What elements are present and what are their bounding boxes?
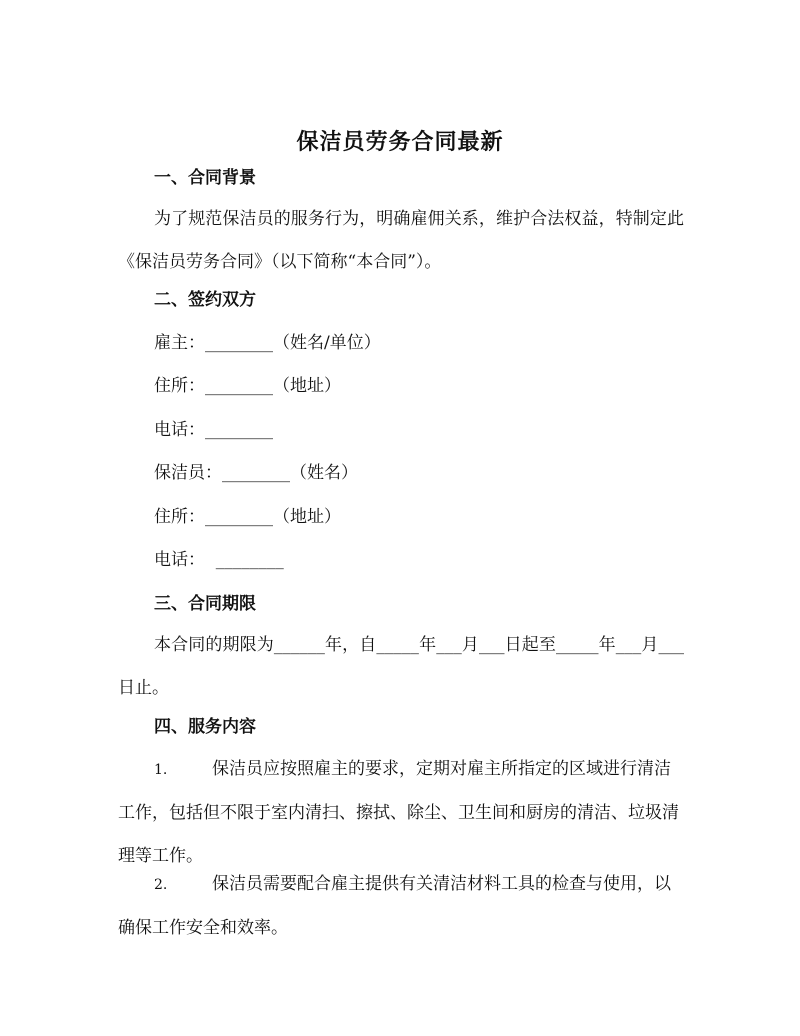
- section-text-background: 为了规范保洁员的服务行为，明确雇佣关系，维护合法权益，特制定此《保洁员劳务合同》（以下简称“本合同”）。: [118, 209, 684, 272]
- section-text-term: 本合同的期限为______年，自_____年___月___日起至_____年___月___日止。: [118, 635, 684, 698]
- employer-phone-field: 电话：________: [154, 420, 273, 440]
- list-item-text: 保洁员需要配合雇主提供有关清洁材料工具的检查与使用，以确保工作安全和效率。: [118, 874, 671, 938]
- list-item-text: 保洁员应按照雇主的要求，定期对雇主所指定的区域进行清洁工作，包括但不限于室内清扫、擦拭、除尘、卫生间和厨房的清洁、垃圾清理等工作。: [118, 759, 679, 866]
- employer-address-field: 住所：________（地址）: [154, 376, 341, 396]
- section-heading-term: 三、合同期限: [154, 594, 256, 614]
- cleaner-phone-field: 电话： ________: [154, 550, 284, 570]
- cleaner-field: 保洁员：________（姓名）: [154, 463, 358, 483]
- cleaner-address-field: 住所：________（地址）: [154, 507, 341, 527]
- employer-field: 雇主：________（姓名/单位）: [154, 333, 381, 353]
- section-heading-services: 四、服务内容: [154, 717, 256, 737]
- document-title: 保洁员劳务合同最新: [296, 129, 504, 155]
- list-item-number: 2.: [154, 877, 168, 893]
- section-heading-background: 一、合同背景: [154, 168, 256, 188]
- section-heading-parties: 二、签约双方: [154, 290, 256, 310]
- list-item-number: 1.: [154, 762, 168, 778]
- list-item: [118, 863, 684, 950]
- list-item: [118, 748, 684, 878]
